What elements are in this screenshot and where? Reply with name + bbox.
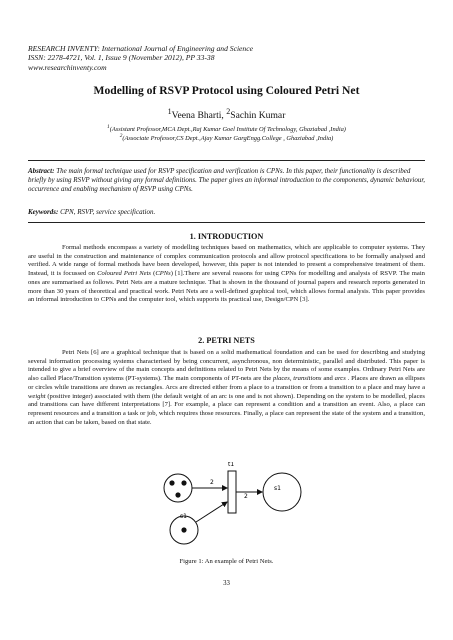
token	[169, 480, 174, 485]
journal-header	[28, 44, 428, 72]
abstract-top-rule	[28, 160, 425, 161]
author2-name: Sachin Kumar	[230, 110, 286, 122]
journal-issn: ISSN: 2278-4721, Vol. 1, Issue 9 (November 2012), PP 33-38	[28, 53, 215, 63]
author1-superscript: 1	[167, 107, 172, 116]
keywords-text: CPN, RSVP, service specification.	[58, 208, 156, 216]
section2-separator-2: and	[321, 375, 335, 383]
section2-text-c: (positive integer) associated with them (the default weight of an arc is one and is not shown). Depending on the system to be modelled, places and transitions can have different interpretations [7]. For example, a place can represent a condition and a transition an event. Also, a place can represent resources and a transition a task or job, which requires those resources. Finally, a place can represent the state of the system and a transition, an action that can be taken, based on that state.	[28, 392, 425, 426]
s1-label-left: s1	[180, 513, 187, 520]
section2-text-a: Petri Nets [6] are a graphical technique that is based on a solid mathematical foundation and can be used for describing and studying several information processing systems characterised by being concurrent, asynchronous, non deterministic, parallel and distributed. This paper is intended to give a brief overview of the main concepts and definitions related to Petri Nets by the means of some examples. Ordinary Petri Nets are also called Place/Transition systems (PT-systems). The main components of PT-nets are the	[28, 349, 425, 383]
section1-text-c: ) [1].There are several reasons for using CPNs for modelling and analysis of RSVP. The main ones are summarised as follows. Petri Nets are a mature technique. That is shown in the thousand of journal papers and research reports generated in more than 30 years of theoretical and practical work. Petri Nets are a well-defined graphical tool, which allows formal analysis. This paper provides an informal introduction to CPNs and the computer tool, which supports its practical use, Design/CPN [3].	[28, 270, 425, 304]
keywords-label: Keywords:	[28, 208, 59, 216]
abstract-label: Abstract:	[28, 167, 55, 175]
section2-paragraph	[28, 349, 425, 427]
keywords-block	[28, 208, 425, 216]
paper-title: Modelling of RSVP Protocol using Coloured Petri Net	[93, 84, 360, 97]
token	[181, 480, 186, 485]
abstract-bottom-rule	[28, 222, 425, 223]
token	[175, 492, 180, 497]
place-bottom-left	[170, 516, 198, 544]
section2-emphasis-transitions: transitions	[293, 375, 322, 383]
section1-emphasis-cpns: CPNs	[155, 270, 171, 278]
arc-weight-label-1: 2	[210, 479, 214, 486]
place-top-left	[164, 474, 192, 502]
affiliation-2	[0, 133, 453, 142]
section2-emphasis-arcs: arcs	[334, 375, 346, 383]
affiliation1-superscript: 1	[107, 124, 110, 130]
section1-paragraph	[28, 244, 425, 305]
s1-label-right: s1	[274, 485, 281, 492]
abstract-block	[28, 167, 425, 194]
arc-weight-label-2: 2	[244, 493, 248, 500]
affiliation-1	[0, 124, 453, 133]
author-line	[0, 107, 453, 121]
token	[181, 527, 186, 532]
section1-heading: 1. INTRODUCTION	[189, 232, 264, 241]
figure-caption: Figure 1: An example of Petri Nets.	[179, 558, 274, 565]
section2-text-b: . Places are drawn as ellipses or circles while transitions are drawn as rectangles. Arcs are directed either from a place to a transition or from a transition to a place and may have a	[28, 375, 426, 391]
author2-superscript: 2	[226, 107, 231, 116]
arc-bottom-place-to-t1	[196, 502, 227, 522]
journal-website: www.researchinventy.com	[28, 62, 107, 72]
transition-t1	[228, 471, 236, 513]
section1-emphasis-cpn: Coloured Petri Nets	[97, 270, 151, 278]
affiliation1-text: (Assistant Professor,MCA Dept.,Raj Kumar Goel Institute Of Technology, Ghaziabad ,India)	[109, 126, 346, 134]
abstract-text: The main formal technique used for RSVP specification and verification is CPNs. In this paper, their functionality is described briefly by using RSVP without giving any formal definitions. The paper gives an informal introduction to the components, dynamic behaviour, occurrence and enabling mechanism of RSVP using CPNs.	[28, 167, 426, 193]
section2-emphasis-places: places	[272, 375, 290, 383]
author1-name: Veena Bharti,	[171, 110, 227, 122]
page-number: 33	[223, 580, 230, 587]
t1-label: t1	[228, 462, 235, 468]
petri-net-figure	[150, 462, 320, 554]
affiliation2-text: (Associate Professor,CS Dept.,Ajay Kumar GargEngg.College , Ghaziabad ,India)	[122, 135, 334, 143]
journal-name: RESEARCH INVENTY: International Journal of Engineering and Science	[28, 44, 253, 53]
place-right	[263, 473, 301, 511]
affiliation2-superscript: 2	[119, 133, 123, 139]
section1-text-b: (	[150, 270, 156, 278]
section1-text-a: Formal methods encompass a variety of modelling techniques based on mathematics, which are applicable to computer systems. They are useful in the construction and maintenance of complex communication protocols and allow protocol specifications to be formally analysed and verified. A wide range of formal methods have been developed, however, this paper is not intended to present a comprehensive treatment of them. Instead, it is focussed on	[28, 244, 425, 278]
section2-separator-1: ,	[289, 375, 294, 383]
section2-heading: 2. PETRI NETS	[198, 336, 255, 345]
section2-emphasis-weight: weight	[28, 392, 46, 400]
